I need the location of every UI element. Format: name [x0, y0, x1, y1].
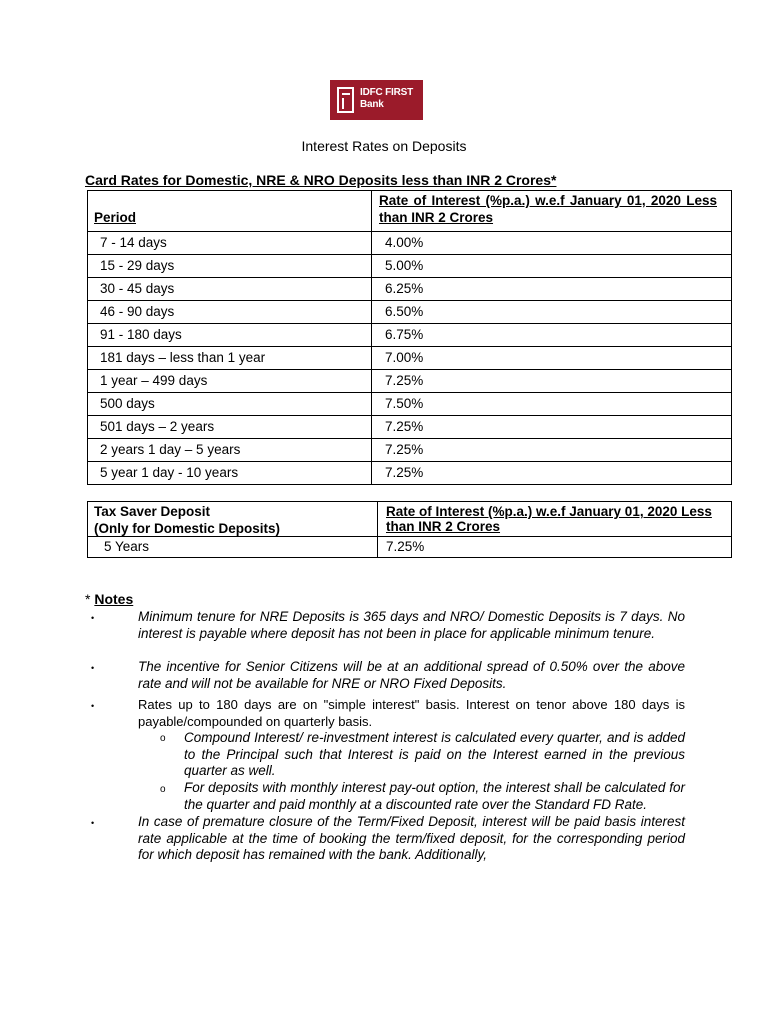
notes-star: *	[85, 591, 95, 607]
table-row	[88, 439, 732, 462]
header-period: Period	[94, 210, 137, 225]
table-row	[88, 370, 732, 393]
header-rate: Rate of Interest (%p.a.) w.e.f January 01, 2020 Less than INR 2 Crores	[379, 193, 717, 225]
table-row	[88, 393, 732, 416]
tax-saver-header-cell	[88, 502, 378, 537]
note-sub-item: Compound Interest/ re-investment interest is calculated every quarter, and is added to the Principal such that Interest is paid on the Interest earned in the previous quarter as well.	[184, 730, 685, 779]
rate-cell: 7.50%	[372, 393, 732, 416]
note-sub-item: For deposits with monthly interest pay-out option, the interest shall be calculated for the quarter and paid monthly at a discounted rate over the Standard FD Rate.	[184, 780, 685, 812]
rate-cell: 6.25%	[372, 278, 732, 301]
rate-cell: 6.50%	[372, 301, 732, 324]
bank-logo	[330, 80, 423, 120]
period-cell: 15 - 29 days	[88, 255, 372, 278]
logo-line1: IDFC FIRST	[360, 87, 413, 98]
rate-cell: 6.75%	[372, 324, 732, 347]
notes-title: Notes	[94, 591, 134, 607]
bullet-icon: •	[91, 701, 95, 711]
rate-cell: 7.25%	[372, 416, 732, 439]
header-rate-cell	[372, 191, 732, 232]
logo-mark-icon	[337, 87, 354, 113]
table-row	[88, 255, 732, 278]
table-row	[88, 347, 732, 370]
header-rate-cell	[378, 502, 732, 537]
rate-cell: 7.25%	[372, 370, 732, 393]
table-row	[88, 301, 732, 324]
period-cell: 91 - 180 days	[88, 324, 372, 347]
header-rate: Rate of Interest (%p.a.) w.e.f January 01, 2020 Less than INR 2 Crores	[386, 504, 712, 534]
period-cell: 7 - 14 days	[88, 232, 372, 255]
sub-bullet-icon: o	[160, 733, 166, 744]
rate-cell: 7.25%	[372, 462, 732, 485]
bullet-icon: •	[91, 663, 95, 673]
rate-cell: 7.00%	[372, 347, 732, 370]
table-row	[88, 232, 732, 255]
tax-saver-title: Tax Saver Deposit	[94, 504, 211, 519]
period-cell: 46 - 90 days	[88, 301, 372, 324]
bullet-icon: •	[91, 613, 95, 623]
document-title: Interest Rates on Deposits	[301, 138, 467, 154]
note-item: The incentive for Senior Citizens will be at an additional spread of 0.50% over the above rate and will not be available for NRE or NRO Fixed Deposits.	[138, 659, 685, 691]
period-cell: 30 - 45 days	[88, 278, 372, 301]
period-cell: 1 year – 499 days	[88, 370, 372, 393]
sub-bullet-icon: o	[160, 784, 166, 795]
table-row	[88, 278, 732, 301]
table-row	[88, 537, 732, 558]
notes-heading	[85, 591, 133, 607]
note-item: Minimum tenure for NRE Deposits is 365 days and NRO/ Domestic Deposits is 7 days. No interest is payable where deposit has not been in place for applicable minimum tenure.	[138, 609, 685, 641]
tax-saver-table	[87, 501, 732, 558]
logo-line2: Bank	[360, 99, 384, 110]
note-item: In case of premature closure of the Term/Fixed Deposit, interest will be paid basis interest rate applicable at the time of booking the term/fixed deposit, for the corresponding period for which deposit has remained with the bank. Additionally,	[138, 814, 685, 863]
card-rates-heading: Card Rates for Domestic, NRE & NRO Deposits less than INR 2 Crores*	[85, 172, 557, 188]
table-header-row	[88, 191, 732, 232]
period-cell: 5 year 1 day - 10 years	[88, 462, 372, 485]
note-item: Rates up to 180 days are on "simple interest" basis. Interest on tenor above 180 days is payable/compounded on quarterly basis.	[138, 697, 685, 729]
tax-saver-subtitle: (Only for Domestic Deposits)	[94, 521, 281, 536]
bullet-icon: •	[91, 818, 95, 828]
rate-cell: 5.00%	[372, 255, 732, 278]
rate-cell: 7.25%	[372, 439, 732, 462]
table-row	[88, 416, 732, 439]
period-cell: 2 years 1 day – 5 years	[88, 439, 372, 462]
rate-cell: 7.25%	[378, 537, 732, 558]
period-cell: 501 days – 2 years	[88, 416, 372, 439]
period-cell: 5 Years	[88, 537, 378, 558]
header-period-cell	[88, 191, 372, 232]
logo-text	[360, 87, 413, 111]
rate-cell: 4.00%	[372, 232, 732, 255]
table-header-row	[88, 502, 732, 537]
table-row	[88, 324, 732, 347]
card-rates-table	[87, 190, 732, 485]
period-cell: 181 days – less than 1 year	[88, 347, 372, 370]
table-row	[88, 462, 732, 485]
period-cell: 500 days	[88, 393, 372, 416]
